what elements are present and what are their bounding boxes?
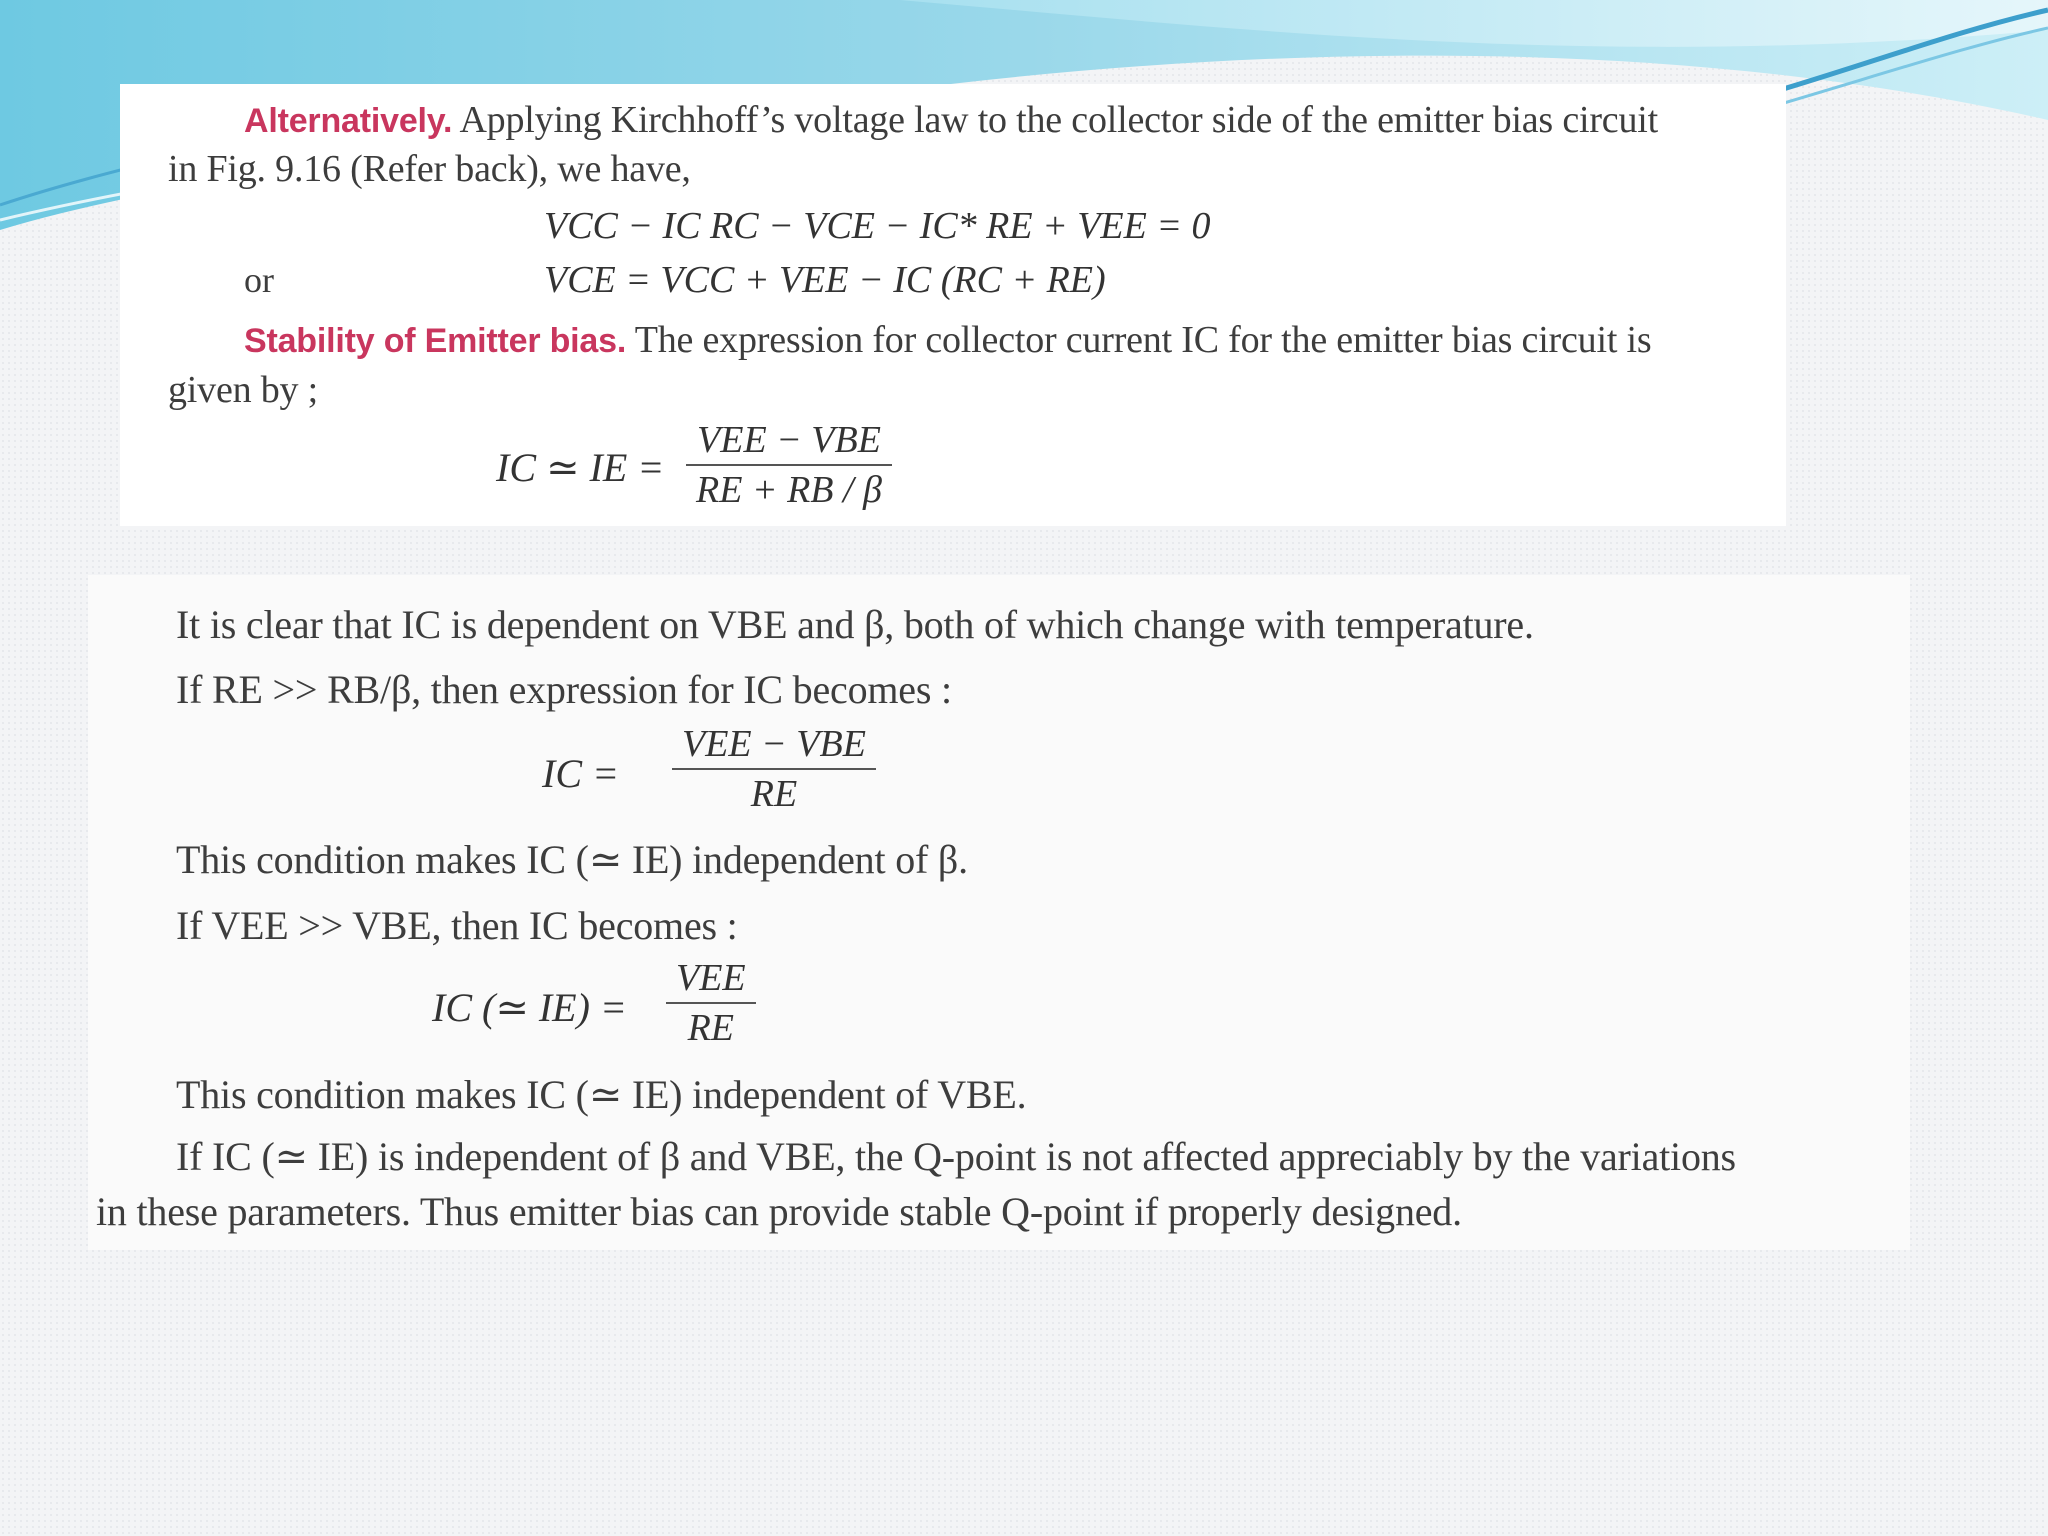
ic-equation-lhs: IC ≃ IE = (496, 445, 665, 490)
ic-simplified-fraction (672, 722, 876, 816)
stability-paragraph-line-1 (244, 318, 1651, 363)
kvl-equation: VCC − IC RC − VCE − IC* RE + VEE = 0 (544, 205, 1211, 247)
alternatively-paragraph-line-1 (244, 98, 1658, 143)
ic-simplified-numerator: VEE − VBE (682, 723, 866, 765)
conclusion-line-2: in these parameters. Thus emitter bias can provide stable Q-point if properly designed. (96, 1189, 1462, 1234)
ic-vee-numerator: VEE (676, 957, 746, 999)
vce-equation: VCE = VCC + VEE − IC (RC + RE) (544, 259, 1106, 301)
beta-independence-line: This condition makes IC (≃ IE) independent of β. (176, 837, 968, 882)
vbe-independence-line: This condition makes IC (≃ IE) independent of VBE. (176, 1072, 1027, 1117)
ic-simplified-denominator: RE (750, 773, 798, 815)
conclusion-line-1: If IC (≃ IE) is independent of β and VBE, the Q-point is not affected appreciably by the variations (176, 1134, 1736, 1179)
vee-condition-line: If VEE >> VBE, then IC becomes : (176, 903, 738, 948)
ic-vee-denominator: RE (687, 1007, 735, 1049)
fraction-bar (666, 1002, 756, 1004)
fraction-bar (672, 768, 876, 770)
temperature-dependence-line: It is clear that IC is dependent on VBE and β, both of which change with temperature. (176, 602, 1534, 647)
stability-text: The expression for collector current IC for the emitter bias circuit is (634, 319, 1652, 361)
ic-fraction-numerator: VEE − VBE (697, 419, 881, 461)
or-label: or (244, 260, 274, 300)
ic-simplified-lhs: IC = (542, 751, 619, 796)
stability-paragraph-line-2: given by ; (168, 369, 318, 411)
ic-vee-lhs: IC (≃ IE) = (432, 985, 627, 1030)
ic-vee-fraction (666, 956, 756, 1050)
alternatively-term: Alternatively. (244, 102, 453, 140)
fraction-bar (686, 464, 892, 466)
ic-fraction-denominator: RE + RB / β (696, 469, 882, 511)
alternatively-paragraph-line-2: in Fig. 9.16 (Refer back), we have, (168, 148, 691, 190)
stability-term: Stability of Emitter bias. (244, 322, 627, 360)
re-condition-line: If RE >> RB/β, then expression for IC becomes : (176, 667, 952, 712)
alternatively-text: Applying Kirchhoff’s voltage law to the collector side of the emitter bias circuit (459, 99, 1658, 141)
ic-fraction (686, 418, 892, 512)
